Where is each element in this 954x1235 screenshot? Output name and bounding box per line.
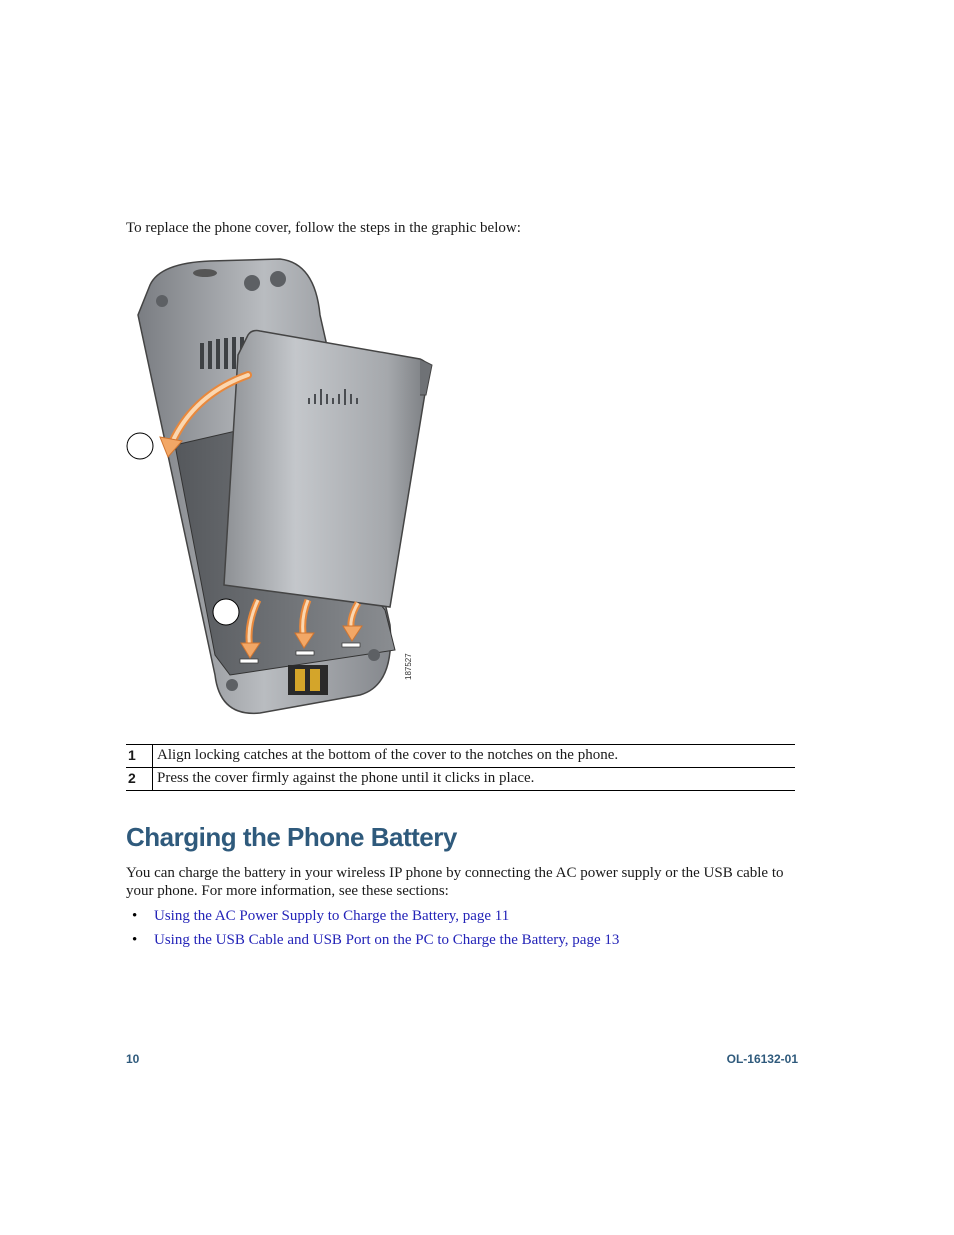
list-item bbox=[126, 906, 619, 930]
callout-1-circle bbox=[127, 433, 153, 459]
intro-text: To replace the phone cover, follow the steps in the graphic below: bbox=[126, 220, 521, 236]
link-ac-power-supply[interactable]: Using the AC Power Supply to Charge the Battery, page 11 bbox=[154, 908, 510, 924]
bullet-icon: • bbox=[132, 908, 138, 924]
figure-id: 187527 bbox=[404, 653, 413, 680]
step-number: 2 bbox=[126, 768, 153, 791]
steps-table bbox=[126, 744, 795, 791]
link-list bbox=[126, 906, 619, 954]
section-title: Charging the Phone Battery bbox=[126, 822, 457, 852]
step-number: 1 bbox=[126, 745, 153, 768]
bullet-icon: • bbox=[132, 932, 138, 948]
table-row bbox=[126, 768, 795, 791]
table-row bbox=[126, 745, 795, 768]
callout-2-circle bbox=[213, 599, 239, 625]
document-id: OL-16132-01 bbox=[726, 1052, 798, 1066]
link-usb-cable[interactable]: Using the USB Cable and USB Port on the PC to Charge the Battery, page 13 bbox=[154, 932, 620, 948]
step-text: Press the cover firmly against the phone until it clicks in place. bbox=[157, 770, 535, 786]
phone-cover-figure bbox=[120, 255, 440, 725]
page-number: 10 bbox=[126, 1052, 140, 1066]
section-body: You can charge the battery in your wireless IP phone by connecting the AC power supply or the USB cable to your phone. For more information, see these sections: bbox=[126, 865, 784, 899]
list-item bbox=[126, 930, 619, 954]
step-text: Align locking catches at the bottom of the cover to the notches on the phone. bbox=[157, 747, 619, 763]
battery-cover bbox=[224, 331, 428, 608]
